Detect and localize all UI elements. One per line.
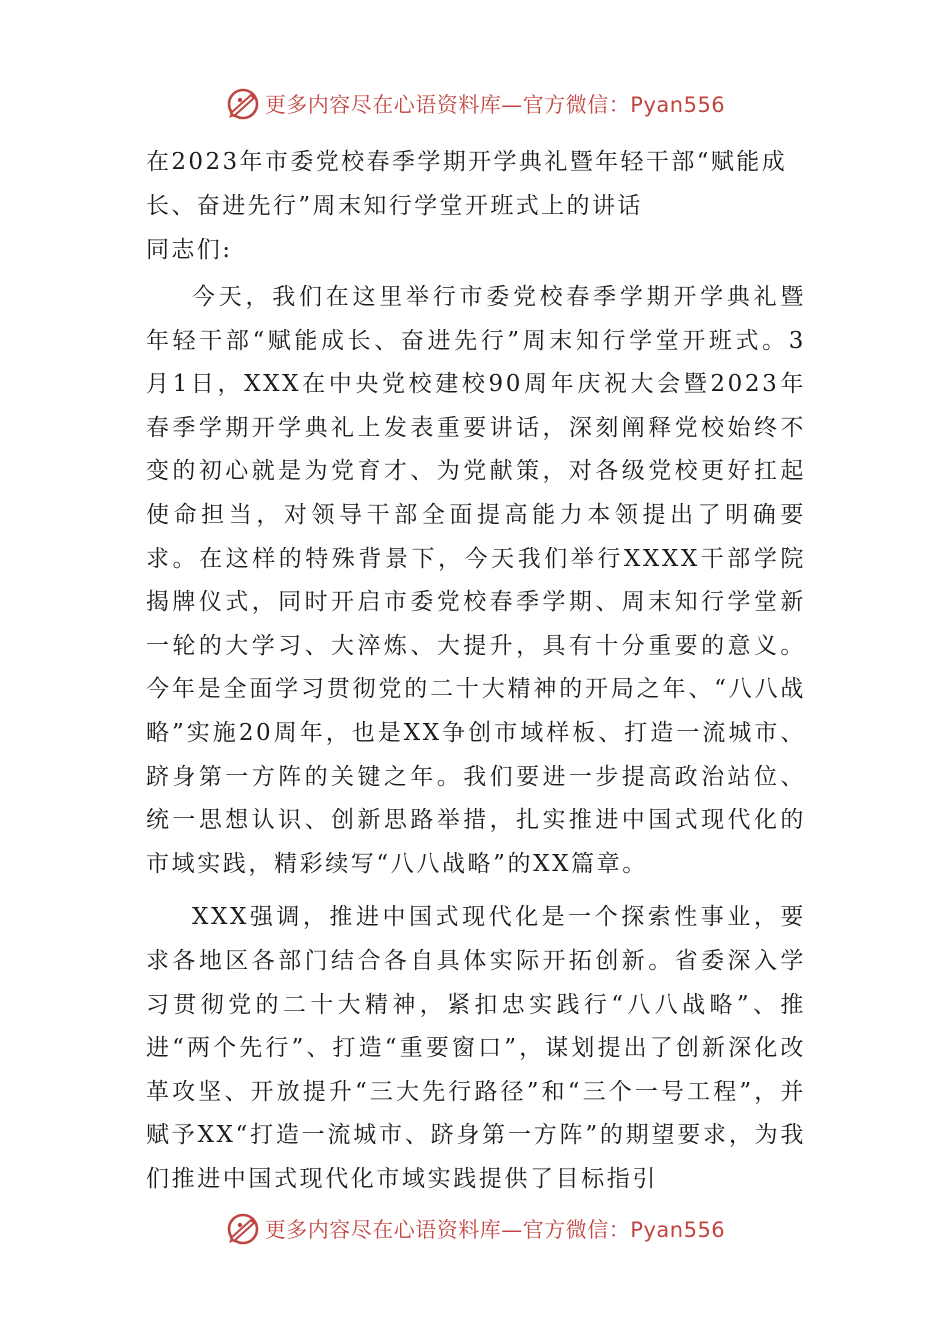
pen-circle-logo-icon <box>225 86 261 122</box>
watermark-text: 更多内容尽在心语资料库—官方微信：Pyan556 <box>264 93 726 117</box>
footer-watermark <box>0 1209 950 1249</box>
header-watermark <box>0 84 950 124</box>
salutation: 同志们: <box>146 237 233 263</box>
document-title: 在2023年市委党校春季学期开学典礼暨年轻干部“赋能成长、奋进先行”周末知行学堂开班式上的讲话 <box>146 149 788 219</box>
watermark-text: 更多内容尽在心语资料库—官方微信：Pyan556 <box>264 1218 726 1242</box>
paragraph-2: XXX强调，推进中国式现代化是一个探索性事业，要求各地区各部门结合各自具体实际开拓创新。省委深入学习贯彻党的二十大精神，紧扣忠实践行“八八战略”、推进“两个先行”、打造“重要窗口”，谋划提出了创新深化改革攻坚、开放提升“三大先行路径”和“三个一号工程”，并赋予XX“打造一流城市、跻身第一方阵”的期望要求，为我们推进中国式现代化市域实践提供了目标指引 <box>146 904 806 1192</box>
paragraph-1: 今天，我们在这里举行市委党校春季学期开学典礼暨年轻干部“赋能成长、奋进先行”周末知行学堂开班式。3月1日，XXX在中央党校建校90周年庆祝大会暨2023年春季学期开学典礼上发表重要讲话，深刻阐释党校始终不变的初心就是为党育才、为党献策，对各级党校更好扛起使命担当，对领导干部全面提高能力本领提出了明确要求。在这样的特殊背景下，今天我们举行XXXX干部学院揭牌仪式，同时开启市委党校春季学期、周末知行学堂新一轮的大学习、大淬炼、大提升，具有十分重要的意义。今年是全面学习贯彻党的二十大精神的开局之年、“八八战略”实施20周年，也是XX争创市域样板、打造一流城市、跻身第一方阵的关键之年。我们要进一步提高政治站位、统一思想认识、创新思路举措，扎实推进中国式现代化的市域实践，精彩续写“八八战略”的XX篇章。 <box>146 284 806 877</box>
pen-circle-logo-icon <box>225 1211 261 1247</box>
document-body <box>146 140 806 1211</box>
